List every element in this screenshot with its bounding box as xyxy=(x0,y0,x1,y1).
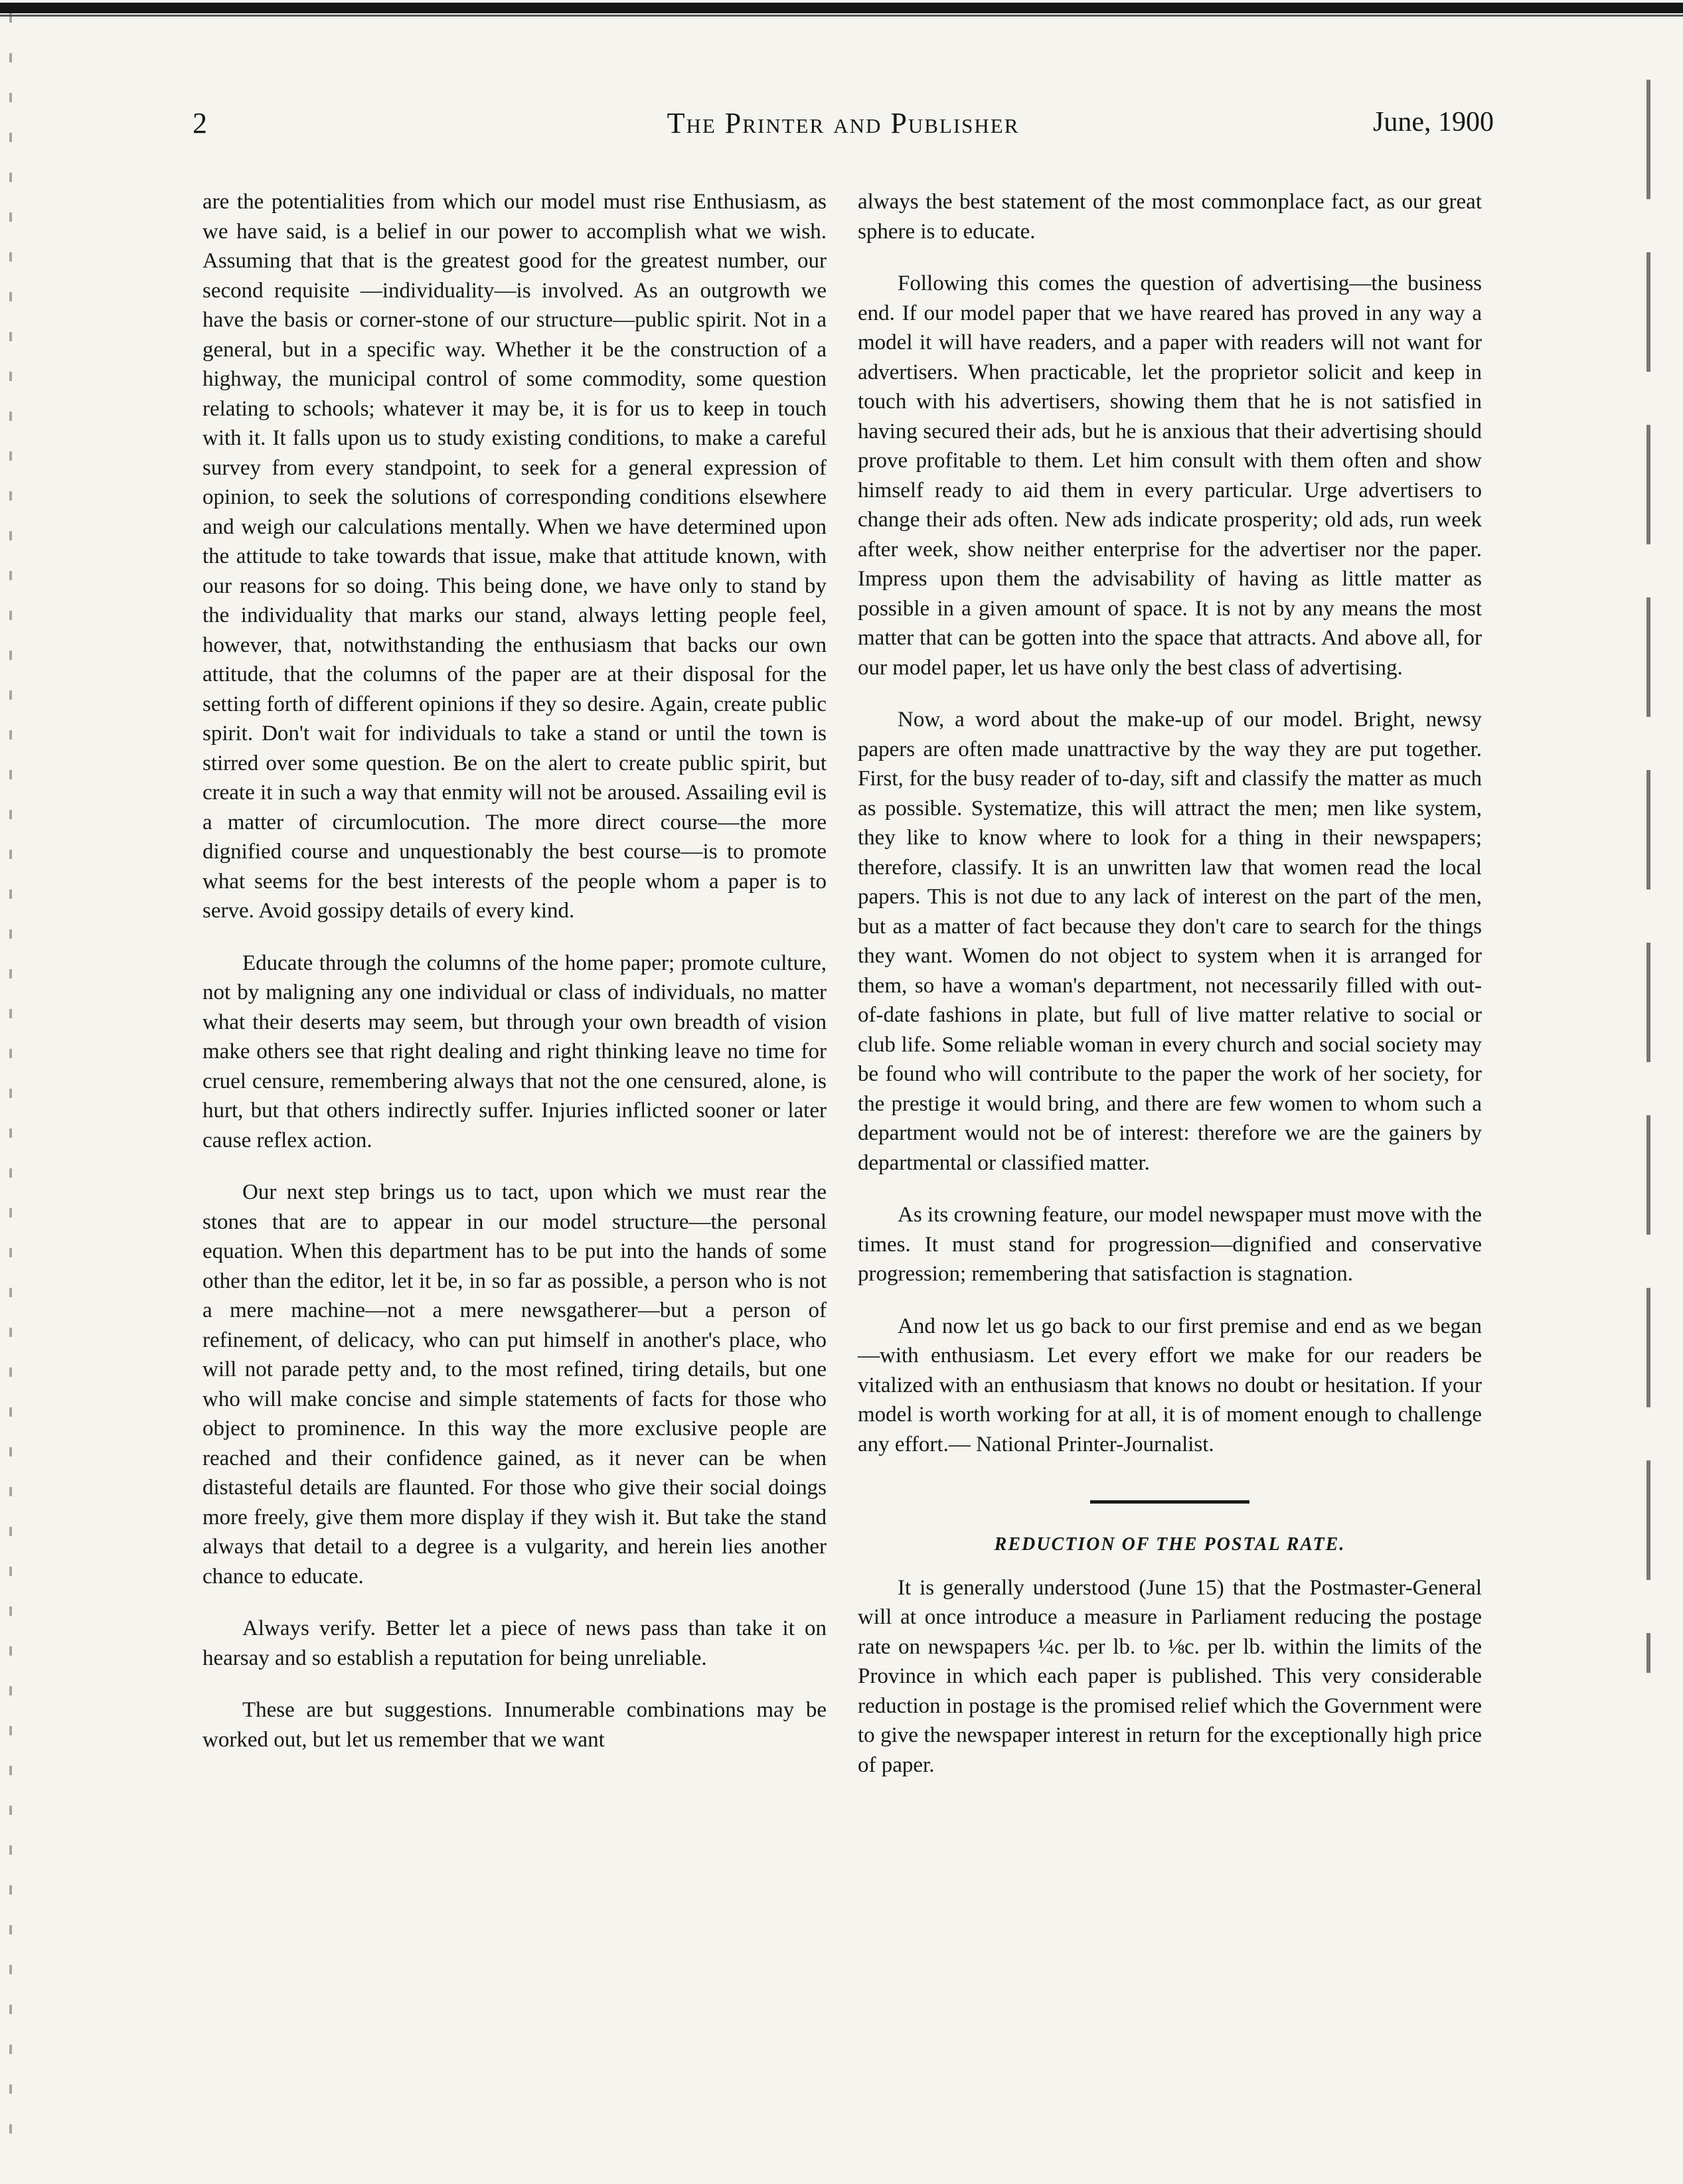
right-column xyxy=(858,187,1482,1780)
section-heading: REDUCTION OF THE POSTAL RATE. xyxy=(994,1534,1346,1555)
paragraph: Educate through the columns of the home paper; promote culture, not by maligning any one individual or class of individuals, no matter what their deserts may seem, but through your own breadth of vision make others see that right dealing and right thinking leave no time for cruel censure, remembering always that not the one censured, alone, is hurt, but that others indirectly suffer. Injuries inflicted sooner or later cause reflex action. xyxy=(202,951,827,1152)
paragraph: always the best statement of the most commonplace fact, as our great sphere is to educate. xyxy=(858,190,1482,244)
section-divider xyxy=(1090,1500,1249,1504)
right-scan-edge xyxy=(1646,80,1650,1673)
left-scan-edge xyxy=(9,13,12,2164)
paragraph: Our next step brings us to tact, upon which we must rear the stones that are to appear in our model structure—the personal equation. When this department has to be put into the hands of some other than the editor, let it be, in so far as possible, a person who is not a mere machine—not a mere newsgatherer—but a person of refinement, of delicacy, who can put himself in another's place, who will not parade petty and, to the most refined, tiring details, but one who will make concise and simple statements of facts for those who object to prominence. In this way the more exclusive people are reached and their confidence gained, as it never can be when distasteful details are flaunted. For those who give their social doings more freely, give them more display if they wish it. But take the stand always that detail to a degree is a vulgarity, and herein lies another chance to educate. xyxy=(202,1180,827,1589)
page-header xyxy=(193,106,1494,153)
top-border-rule xyxy=(0,3,1683,13)
paragraph: Now, a word about the make-up of our model. Bright, newsy papers are often made unattractive by the way they are put together. First, for the busy reader of to-day, sift and classify the matter as much as possible. Systematize, this will attract the men; men like system, they like to know where to look for a thing in their newspapers; therefore, classify. It is an unwritten law that women read the local papers. This is not due to any lack of interest on the part of the men, but as a matter of fact because they don't care to search for the things they want. Women do not object to system when it is arranged for them, so have a woman's department, not necessarily filled with out-of-date fashions in plate, but full of live matter relative to social or club life. Some reliable woman in every church and social society may be found who will contribute to the paper the work of her society, for the prestige it would bring, and there are few women to whom such a department would not be of interest: therefore we are the gainers by departmental or classified matter. xyxy=(858,708,1482,1175)
running-title: The Printer and Publisher xyxy=(667,107,1020,139)
page-number: 2 xyxy=(193,107,207,139)
paragraph: These are but suggestions. Innumerable combinations may be worked out, but let us remember that we want xyxy=(202,1698,827,1752)
paragraph: Following this comes the question of advertising—the business end. If our model paper that we have reared has proved in any way a model it will have readers, and a paper with readers will not want for advertisers. When practicable, let the proprietor solicit and keep in touch with his advertisers, showing them that he is not satisfied in having secured their ads, but he is anxious that their advertising should prove profitable to them. Let him consult with them often and show himself ready to aid them in every particular. Urge advertisers to change their ads often. New ads indicate prosperity; old ads, run week after week, show neither enterprise for the advertiser nor the paper. Impress upon them the advisability of having as little matter as possible in a given amount of space. It is not by any means the most matter that can be gotten into the space that attracts. And above all, for our model paper, let us have only the best class of advertising. xyxy=(858,272,1482,680)
paragraph: As its crowning feature, our model newspaper must move with the times. It must stand for progression—dignified and conservative progression; remembering that satisfaction is stagnation. xyxy=(858,1203,1482,1286)
paragraph: Always verify. Better let a piece of news pass than take it on hearsay and so establish a reputation for being unreliable. xyxy=(202,1616,827,1670)
left-column xyxy=(202,187,827,1755)
issue-date: June, 1900 xyxy=(1373,107,1494,137)
paragraph: are the potentialities from which our model must rise Enthusiasm, as we have said, is a belief in our power to accomplish what we wish. Assuming that that is the greatest good for the greatest number, our second requisite —individuality—is involved. As an outgrowth we have the basis or corner-stone of our structure—public spirit. Not in a general, but in a specific way. Whether it be the construction of a highway, the municipal control of some commodity, some question relating to schools; whatever it may be, it is for us to keep in touch with it. It falls upon us to study existing conditions, to make a careful survey from every standpoint, to seek for a general expression of opinion, to seek the solutions of corresponding conditions elsewhere and weigh our calculations mentally. When we have determined upon the attitude to take towards that issue, make that attitude known, with our reasons for so doing. This being done, we have only to stand by the individuality that marks our stand, always letting people feel, however, that, notwithstanding the enthusiasm that backs our own attitude, that the columns of the paper are at their disposal for the setting forth of different opinions if they so desire. Again, create public spirit. Don't wait for individuals to take a stand or until the town is stirred over some question. Be on the alert to create public spirit, but create it in such a way that enmity will not be aroused. Assailing evil is a matter of circumlocution. The more direct course—the more dignified course and unquestionably the best course—is to promote what seems for the best interests of the people whom a paper is to serve. Avoid gossipy details of every kind. xyxy=(202,190,827,923)
paragraph: And now let us go back to our first premise and end as we began—with enthusiasm. Let every effort we make for our readers be vitalized with an enthusiasm that knows no doubt or hesitation. If your model is worth working for at all, it is of moment enough to challenge any effort.— National Printer-Journalist. xyxy=(858,1314,1482,1456)
top-border-thin-rule xyxy=(0,15,1683,17)
paragraph: It is generally understood (June 15) that the Postmaster-General will at once introduce a measure in Parliament reducing the postage rate on newspapers ¼c. per lb. to ⅛c. per lb. within the limits of the Province in which each paper is published. This very considerable reduction in postage is the promised relief which the Government were to give the newspaper interest in return for the exceptionally high price of paper. xyxy=(858,1575,1482,1777)
